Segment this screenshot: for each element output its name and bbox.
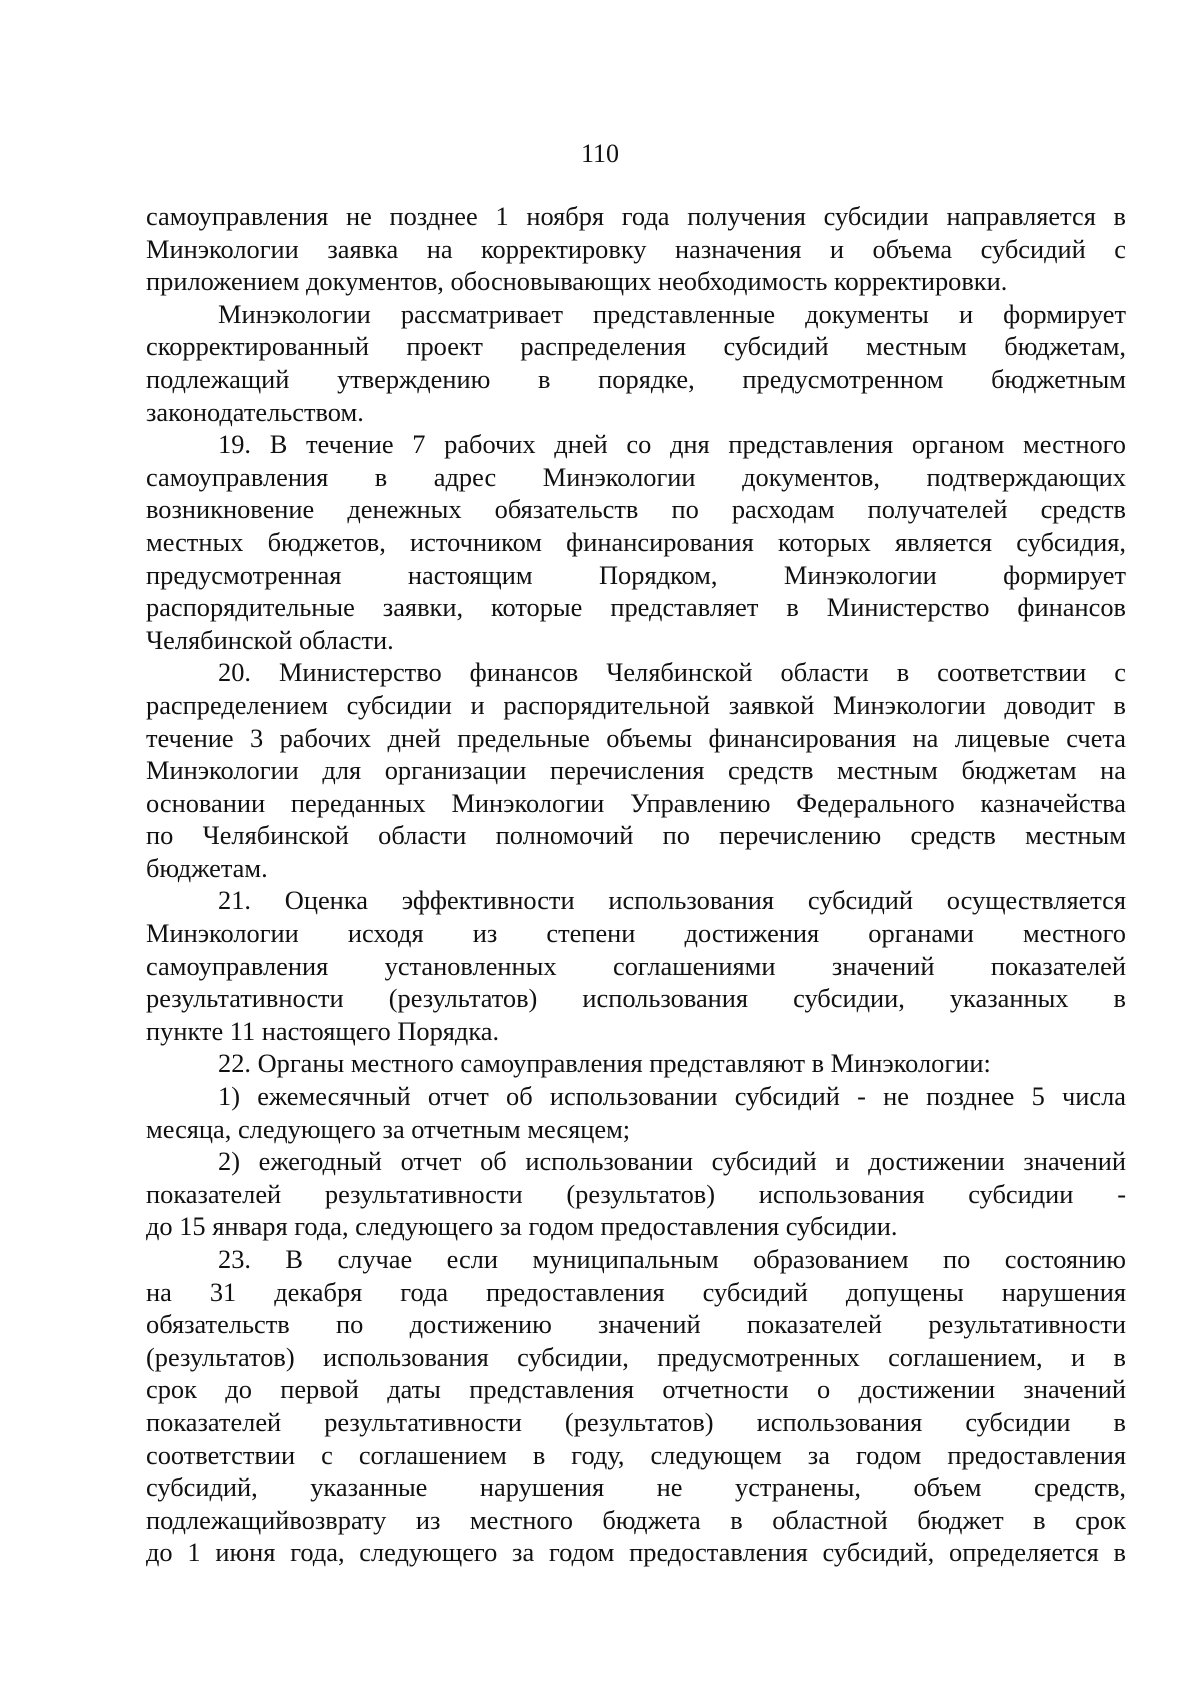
text-line: до 1 июня года, следующего за годом предоставления субсидий, определяется в [146, 1537, 1126, 1568]
text-line: подлежащийвозврату из местного бюджета в областной бюджет в срок [146, 1504, 1126, 1535]
text-line: самоуправления в адрес Минэкологии документов, подтверждающих [146, 461, 1126, 492]
text-line: Минэкологии рассматривает представленные документы и формирует [218, 298, 1126, 329]
paragraph [146, 1145, 1126, 1243]
text-line: бюджетам. [146, 852, 268, 883]
text-line: показателей результативности (результатов) использования субсидии - [146, 1178, 1126, 1209]
text-line: подлежащий утверждению в порядке, предусмотренном бюджетным [146, 363, 1126, 394]
paragraph [146, 1080, 1126, 1145]
text-line: пункте 11 настоящего Порядка. [146, 1015, 500, 1046]
text-line: законодательством. [146, 396, 364, 427]
text-line: срок до первой даты представления отчетности о достижении значений [146, 1374, 1126, 1405]
text-line: на 31 декабря года предоставления субсидий допущены нарушения [146, 1276, 1126, 1307]
text-line: основании переданных Минэкологии Управлению Федерального казначейства [146, 787, 1126, 818]
text-line: местных бюджетов, источником финансирования которых является субсидия, [146, 526, 1126, 557]
text-line: по Челябинской области полномочий по перечислению средств местным [146, 820, 1126, 851]
text-line: до 15 января года, следующего за годом предоставления субсидии. [146, 1211, 898, 1242]
text-line: результативности (результатов) использования субсидии, указанных в [146, 983, 1126, 1014]
text-line: скорректированный проект распределения субсидий местным бюджетам, [146, 331, 1126, 362]
text-line: приложением документов, обосновывающих необходимость корректировки. [146, 266, 1008, 297]
text-line: 22. Органы местного самоуправления представляют в Минэкологии: [218, 1048, 991, 1079]
paragraph [146, 1243, 1126, 1569]
paragraph [146, 200, 1126, 298]
text-line: 23. В случае если муниципальным образованием по состоянию [218, 1244, 1126, 1274]
text-line: показателей результативности (результатов) использования субсидии в [146, 1406, 1126, 1437]
text-line: соответствии с соглашением в году, следующем за годом предоставления [146, 1439, 1126, 1470]
text-line: Минэкологии заявка на корректировку назначения и объема субсидий с [146, 233, 1126, 264]
text-line: 20. Министерство финансов Челябинской области в соответствии с [218, 657, 1126, 688]
text-line: распределением субсидии и распорядительной заявкой Минэкологии доводит в [146, 689, 1126, 720]
text-line: Челябинской области. [146, 624, 394, 655]
text-line: самоуправления не позднее 1 ноября года получения субсидии направляется в [146, 201, 1126, 231]
text-line: 2) ежегодный отчет об использовании субсидий и достижении значений [218, 1146, 1126, 1177]
paragraph [146, 1047, 1126, 1080]
paragraph [146, 656, 1126, 884]
text-line: распорядительные заявки, которые представляет в Министерство финансов [146, 592, 1126, 623]
text-line: 1) ежемесячный отчет об использовании субсидий - не позднее 5 числа [218, 1081, 1126, 1112]
text-line: месяца, следующего за отчетным месяцем; [146, 1113, 631, 1144]
text-line: течение 3 рабочих дней предельные объемы финансирования на лицевые счета [146, 722, 1126, 753]
paragraph [146, 884, 1126, 1047]
text-line: обязательств по достижению значений показателей результативности [146, 1309, 1126, 1340]
text-line: (результатов) использования субсидии, предусмотренных соглашением, и в [146, 1341, 1126, 1372]
text-line: возникновение денежных обязательств по расходам получателей средств [146, 494, 1126, 525]
text-line: самоуправления установленных соглашениями значений показателей [146, 950, 1126, 981]
text-line: субсидий, указанные нарушения не устранены, объем средств, [146, 1472, 1126, 1503]
text-line: 19. В течение 7 рабочих дней со дня представления органом местного [218, 429, 1126, 460]
text-line: Минэкологии исходя из степени достижения органами местного [146, 918, 1126, 949]
paragraph [146, 298, 1126, 428]
page-number: 110 [580, 139, 620, 168]
paragraph [146, 428, 1126, 656]
document-body [146, 200, 1126, 1569]
text-line: предусмотренная настоящим Порядком, Минэкологии формирует [146, 559, 1126, 590]
text-line: 21. Оценка эффективности использования субсидий осуществляется [218, 885, 1126, 916]
text-line: Минэкологии для организации перечисления средств местным бюджетам на [146, 755, 1126, 786]
